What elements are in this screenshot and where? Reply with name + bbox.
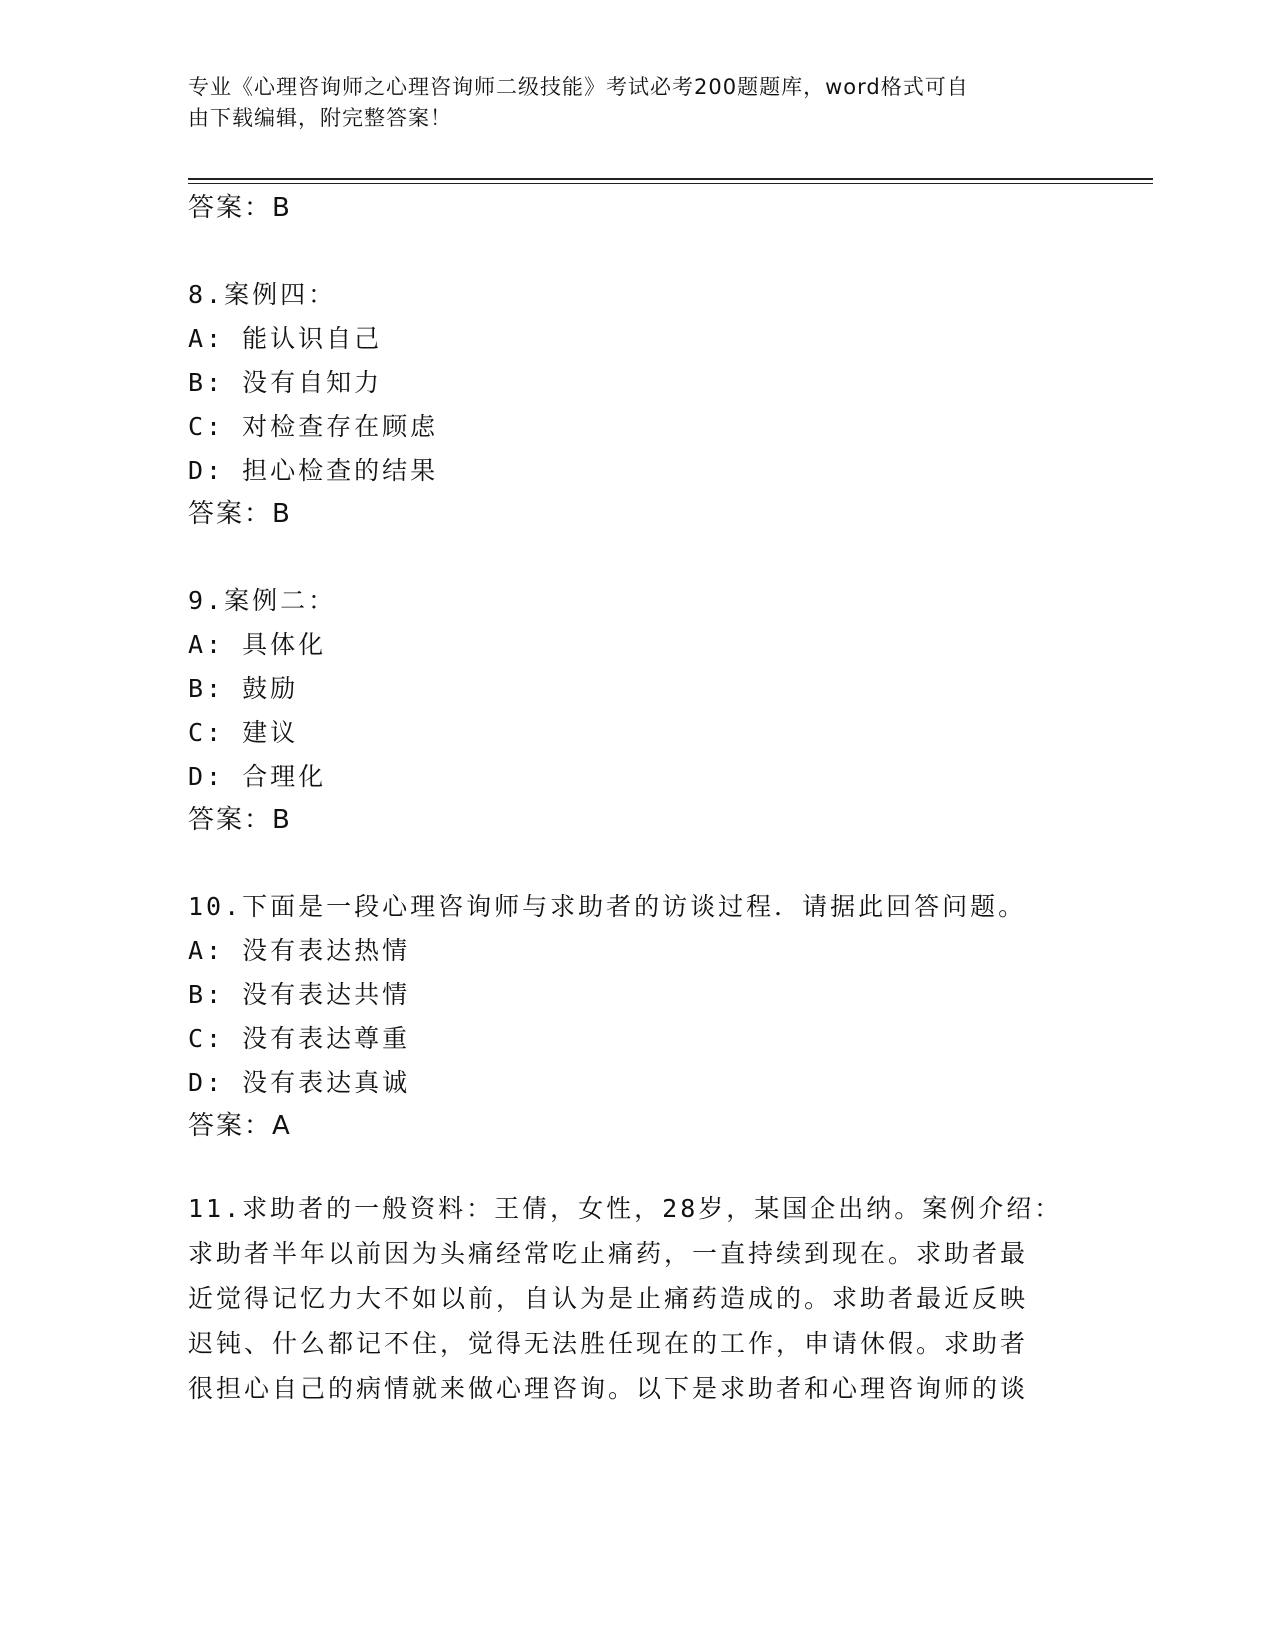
- question-8-title: 8.案例四：: [188, 280, 337, 309]
- question-8-answer: 答案：B: [188, 499, 292, 529]
- previous-answer: 答案：B: [188, 193, 292, 223]
- header-divider-thick: [188, 178, 1153, 180]
- document-header: [188, 72, 1068, 134]
- question-10-option-b: B: 没有表达共情: [188, 980, 411, 1009]
- question-10-title: 10.下面是一段心理咨询师与求助者的访谈过程．请据此回答问题。: [188, 892, 1027, 921]
- question-8-option-a: A: 能认识自己: [188, 324, 383, 353]
- question-9-option-c: C: 建议: [188, 718, 299, 747]
- question-8-option-b: B: 没有自知力: [188, 368, 383, 397]
- question-11-line-5: 很担心自己的病情就来做心理咨询。以下是求助者和心理咨询师的谈: [188, 1374, 1029, 1403]
- question-8-option-c: C: 对检查存在顾虑: [188, 412, 439, 441]
- question-11-line-4: 迟钝、什么都记不住，觉得无法胜任现在的工作，申请休假。求助者: [188, 1329, 1029, 1358]
- question-11-text: [188, 1186, 1068, 1411]
- question-10-option-c: C: 没有表达尊重: [188, 1024, 411, 1053]
- question-10-answer: 答案：A: [188, 1111, 292, 1141]
- question-10-option-a: A: 没有表达热情: [188, 936, 411, 965]
- question-9-answer: 答案：B: [188, 805, 292, 835]
- question-9-option-b: B: 鼓励: [188, 674, 299, 703]
- question-9-title: 9.案例二：: [188, 586, 337, 615]
- question-11-line-2: 求助者半年以前因为头痛经常吃止痛药，一直持续到现在。求助者最: [188, 1239, 1029, 1268]
- question-9-option-a: A: 具体化: [188, 630, 327, 659]
- question-8-option-d: D: 担心检查的结果: [188, 456, 439, 485]
- header-line-2: 由下载编辑，附完整答案！: [188, 106, 452, 130]
- header-divider-thin: [188, 183, 1153, 184]
- question-10-option-d: D: 没有表达真诚: [188, 1068, 411, 1097]
- header-line-1: 专业《心理咨询师之心理咨询师二级技能》考试必考200题题库，word格式可自: [188, 75, 969, 99]
- question-9-option-d: D: 合理化: [188, 762, 327, 791]
- question-11-line-1: 11.求助者的一般资料：王倩，女性，28岁，某国企出纳。案例介绍：: [188, 1194, 1063, 1223]
- question-11-line-3: 近觉得记忆力大不如以前，自认为是止痛药造成的。求助者最近反映: [188, 1284, 1029, 1313]
